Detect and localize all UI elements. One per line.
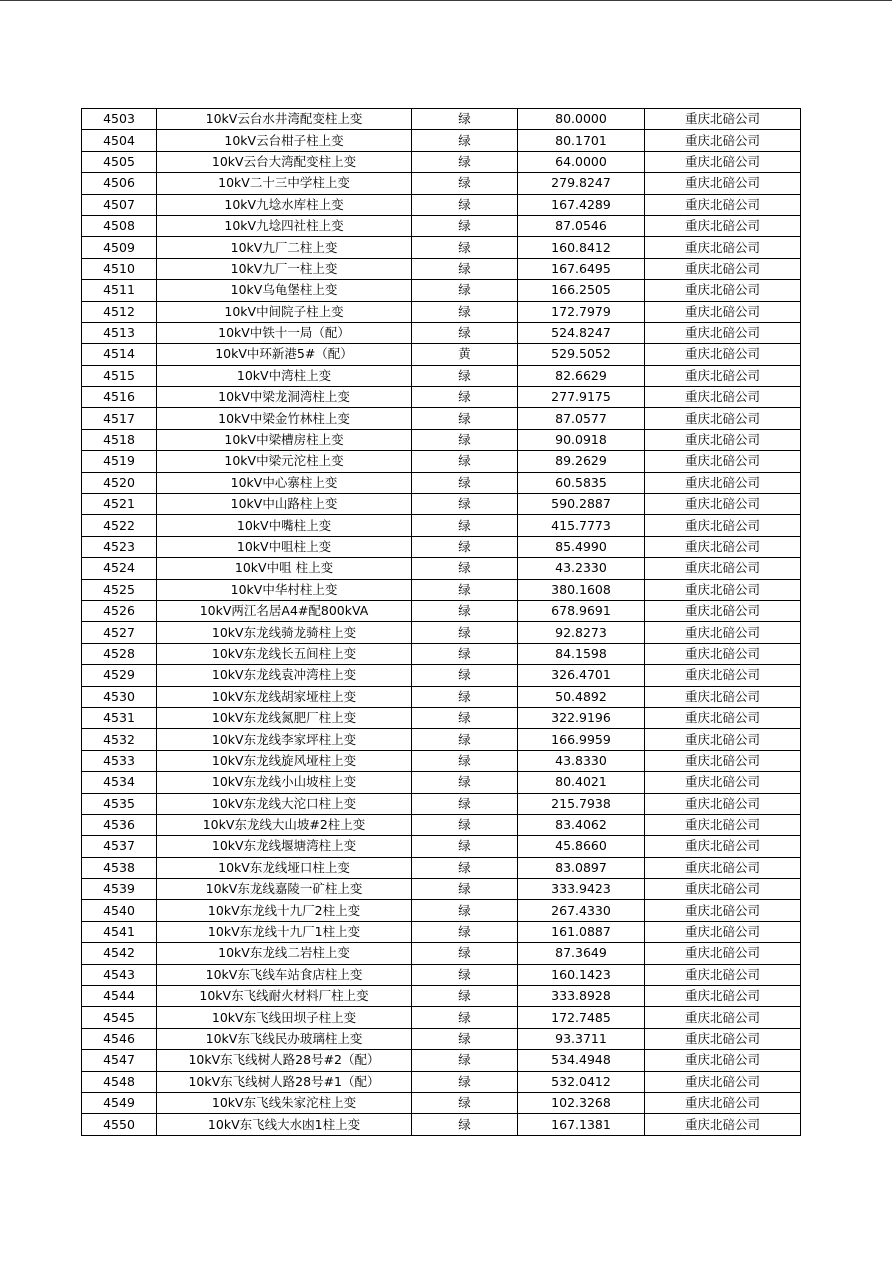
company-cell: 重庆北碚公司 — [645, 429, 801, 450]
table-row — [82, 964, 801, 985]
transformer-name-cell: 10kV中山路柱上变 — [157, 494, 412, 515]
table-row — [82, 151, 801, 172]
row-id-cell: 4531 — [82, 707, 157, 728]
row-id-cell: 4503 — [82, 109, 157, 130]
grade-cell: 绿 — [412, 1028, 518, 1049]
value-cell: 83.4062 — [518, 814, 645, 835]
company-cell: 重庆北碚公司 — [645, 558, 801, 579]
row-id-cell: 4529 — [82, 665, 157, 686]
transformer-name-cell: 10kV东飞线树人路28号#2（配） — [157, 1050, 412, 1071]
transformer-name-cell: 10kV中梁元沱柱上变 — [157, 451, 412, 472]
row-id-cell: 4542 — [82, 943, 157, 964]
value-cell: 64.0000 — [518, 151, 645, 172]
value-cell: 60.5835 — [518, 472, 645, 493]
table-row — [82, 536, 801, 557]
row-id-cell: 4548 — [82, 1071, 157, 1092]
row-id-cell: 4549 — [82, 1092, 157, 1113]
row-id-cell: 4541 — [82, 921, 157, 942]
row-id-cell: 4523 — [82, 536, 157, 557]
value-cell: 678.9691 — [518, 600, 645, 621]
transformer-name-cell: 10kV中梁龙洞湾柱上变 — [157, 387, 412, 408]
company-cell: 重庆北碚公司 — [645, 536, 801, 557]
transformer-name-cell: 10kV两江名居A4#配800kVA — [157, 600, 412, 621]
value-cell: 160.8412 — [518, 237, 645, 258]
transformer-name-cell: 10kV中华村柱上变 — [157, 579, 412, 600]
row-id-cell: 4535 — [82, 793, 157, 814]
company-cell: 重庆北碚公司 — [645, 921, 801, 942]
row-id-cell: 4506 — [82, 173, 157, 194]
row-id-cell: 4514 — [82, 344, 157, 365]
transformer-name-cell: 10kV云台大湾配变柱上变 — [157, 151, 412, 172]
grade-cell: 绿 — [412, 387, 518, 408]
table-row — [82, 258, 801, 279]
value-cell: 534.4948 — [518, 1050, 645, 1071]
row-id-cell: 4524 — [82, 558, 157, 579]
value-cell: 590.2887 — [518, 494, 645, 515]
value-cell: 172.7979 — [518, 301, 645, 322]
table-row — [82, 1007, 801, 1028]
table-row — [82, 943, 801, 964]
table-body — [82, 109, 801, 1136]
row-id-cell: 4522 — [82, 515, 157, 536]
company-cell: 重庆北碚公司 — [645, 793, 801, 814]
row-id-cell: 4532 — [82, 729, 157, 750]
value-cell: 90.0918 — [518, 429, 645, 450]
company-cell: 重庆北碚公司 — [645, 964, 801, 985]
transformer-name-cell: 10kV东龙线长五间柱上变 — [157, 643, 412, 664]
value-cell: 50.4892 — [518, 686, 645, 707]
transformer-name-cell: 10kV二十三中学柱上变 — [157, 173, 412, 194]
table-row — [82, 387, 801, 408]
table-row — [82, 109, 801, 130]
grade-cell: 绿 — [412, 622, 518, 643]
table-row — [82, 686, 801, 707]
table-row — [82, 579, 801, 600]
transformer-name-cell: 10kV东龙线骑龙骑柱上变 — [157, 622, 412, 643]
grade-cell: 绿 — [412, 322, 518, 343]
company-cell: 重庆北碚公司 — [645, 643, 801, 664]
company-cell: 重庆北碚公司 — [645, 686, 801, 707]
grade-cell: 绿 — [412, 579, 518, 600]
grade-cell: 绿 — [412, 280, 518, 301]
company-cell: 重庆北碚公司 — [645, 986, 801, 1007]
grade-cell: 绿 — [412, 130, 518, 151]
transformer-name-cell: 10kV中梁槽房柱上变 — [157, 429, 412, 450]
table-row — [82, 194, 801, 215]
row-id-cell: 4537 — [82, 836, 157, 857]
grade-cell: 绿 — [412, 686, 518, 707]
table-row — [82, 600, 801, 621]
company-cell: 重庆北碚公司 — [645, 515, 801, 536]
transformer-name-cell: 10kV东龙线十九厂1柱上变 — [157, 921, 412, 942]
transformer-name-cell: 10kV东龙线二岩柱上变 — [157, 943, 412, 964]
row-id-cell: 4509 — [82, 237, 157, 258]
value-cell: 322.9196 — [518, 707, 645, 728]
grade-cell: 绿 — [412, 707, 518, 728]
value-cell: 415.7773 — [518, 515, 645, 536]
grade-cell: 绿 — [412, 237, 518, 258]
transformer-name-cell: 10kV东飞线朱家沱柱上变 — [157, 1092, 412, 1113]
table-row — [82, 729, 801, 750]
value-cell: 267.4330 — [518, 900, 645, 921]
page-top-border — [0, 0, 892, 1]
row-id-cell: 4544 — [82, 986, 157, 1007]
transformer-name-cell: 10kV东龙线大沱口柱上变 — [157, 793, 412, 814]
row-id-cell: 4520 — [82, 472, 157, 493]
company-cell: 重庆北碚公司 — [645, 215, 801, 236]
table-row — [82, 1028, 801, 1049]
grade-cell: 绿 — [412, 515, 518, 536]
company-cell: 重庆北碚公司 — [645, 237, 801, 258]
row-id-cell: 4504 — [82, 130, 157, 151]
transformer-name-cell: 10kV东飞线耐火材料厂柱上变 — [157, 986, 412, 1007]
table-row — [82, 322, 801, 343]
transformer-table — [81, 108, 801, 1136]
transformer-name-cell: 10kV东龙线旋风垭柱上变 — [157, 750, 412, 771]
grade-cell: 绿 — [412, 109, 518, 130]
transformer-name-cell: 10kV中铁十一局（配） — [157, 322, 412, 343]
row-id-cell: 4539 — [82, 879, 157, 900]
table-row — [82, 814, 801, 835]
transformer-name-cell: 10kV中间院子柱上变 — [157, 301, 412, 322]
grade-cell: 绿 — [412, 600, 518, 621]
row-id-cell: 4507 — [82, 194, 157, 215]
table-row — [82, 643, 801, 664]
company-cell: 重庆北碚公司 — [645, 130, 801, 151]
grade-cell: 绿 — [412, 772, 518, 793]
table-row — [82, 173, 801, 194]
value-cell: 102.3268 — [518, 1092, 645, 1113]
table-row — [82, 558, 801, 579]
row-id-cell: 4534 — [82, 772, 157, 793]
company-cell: 重庆北碚公司 — [645, 729, 801, 750]
table-row — [82, 1092, 801, 1113]
company-cell: 重庆北碚公司 — [645, 707, 801, 728]
grade-cell: 绿 — [412, 879, 518, 900]
value-cell: 82.6629 — [518, 365, 645, 386]
value-cell: 172.7485 — [518, 1007, 645, 1028]
table-row — [82, 1071, 801, 1092]
row-id-cell: 4519 — [82, 451, 157, 472]
table-row — [82, 494, 801, 515]
row-id-cell: 4540 — [82, 900, 157, 921]
grade-cell: 绿 — [412, 408, 518, 429]
grade-cell: 绿 — [412, 301, 518, 322]
transformer-name-cell: 10kV东龙线垭口柱上变 — [157, 857, 412, 878]
company-cell: 重庆北碚公司 — [645, 900, 801, 921]
grade-cell: 绿 — [412, 729, 518, 750]
transformer-name-cell: 10kV云台柑子柱上变 — [157, 130, 412, 151]
table-row — [82, 772, 801, 793]
company-cell: 重庆北碚公司 — [645, 1092, 801, 1113]
value-cell: 277.9175 — [518, 387, 645, 408]
company-cell: 重庆北碚公司 — [645, 494, 801, 515]
row-id-cell: 4543 — [82, 964, 157, 985]
company-cell: 重庆北碚公司 — [645, 1028, 801, 1049]
grade-cell: 绿 — [412, 429, 518, 450]
value-cell: 83.0897 — [518, 857, 645, 878]
company-cell: 重庆北碚公司 — [645, 301, 801, 322]
table-row — [82, 665, 801, 686]
value-cell: 92.8273 — [518, 622, 645, 643]
grade-cell: 绿 — [412, 1071, 518, 1092]
table-row — [82, 793, 801, 814]
company-cell: 重庆北碚公司 — [645, 280, 801, 301]
table-row — [82, 750, 801, 771]
value-cell: 166.2505 — [518, 280, 645, 301]
row-id-cell: 4518 — [82, 429, 157, 450]
company-cell: 重庆北碚公司 — [645, 173, 801, 194]
grade-cell: 绿 — [412, 151, 518, 172]
value-cell: 93.3711 — [518, 1028, 645, 1049]
table-row — [82, 622, 801, 643]
value-cell: 85.4990 — [518, 536, 645, 557]
value-cell: 167.4289 — [518, 194, 645, 215]
table-row — [82, 344, 801, 365]
company-cell: 重庆北碚公司 — [645, 836, 801, 857]
row-id-cell: 4513 — [82, 322, 157, 343]
row-id-cell: 4511 — [82, 280, 157, 301]
transformer-name-cell: 10kV九厂二柱上变 — [157, 237, 412, 258]
value-cell: 167.6495 — [518, 258, 645, 279]
grade-cell: 绿 — [412, 173, 518, 194]
table-row — [82, 879, 801, 900]
value-cell: 89.2629 — [518, 451, 645, 472]
value-cell: 333.9423 — [518, 879, 645, 900]
row-id-cell: 4521 — [82, 494, 157, 515]
grade-cell: 绿 — [412, 194, 518, 215]
transformer-name-cell: 10kV东龙线大山坡#2柱上变 — [157, 814, 412, 835]
value-cell: 43.8330 — [518, 750, 645, 771]
transformer-name-cell: 10kV东飞线树人路28号#1（配） — [157, 1071, 412, 1092]
company-cell: 重庆北碚公司 — [645, 857, 801, 878]
company-cell: 重庆北碚公司 — [645, 109, 801, 130]
table-row — [82, 472, 801, 493]
table-row — [82, 280, 801, 301]
grade-cell: 绿 — [412, 1007, 518, 1028]
transformer-name-cell: 10kV东龙线堰塘湾柱上变 — [157, 836, 412, 857]
company-cell: 重庆北碚公司 — [645, 322, 801, 343]
table-row — [82, 451, 801, 472]
row-id-cell: 4550 — [82, 1114, 157, 1135]
value-cell: 333.8928 — [518, 986, 645, 1007]
transformer-name-cell: 10kV东龙线嘉陵一矿柱上变 — [157, 879, 412, 900]
grade-cell: 绿 — [412, 665, 518, 686]
row-id-cell: 4512 — [82, 301, 157, 322]
value-cell: 279.8247 — [518, 173, 645, 194]
grade-cell: 绿 — [412, 986, 518, 1007]
row-id-cell: 4546 — [82, 1028, 157, 1049]
grade-cell: 绿 — [412, 1114, 518, 1135]
value-cell: 45.8660 — [518, 836, 645, 857]
transformer-name-cell: 10kV东龙线氮肥厂柱上变 — [157, 707, 412, 728]
company-cell: 重庆北碚公司 — [645, 472, 801, 493]
table-row — [82, 836, 801, 857]
row-id-cell: 4530 — [82, 686, 157, 707]
row-id-cell: 4515 — [82, 365, 157, 386]
table-row — [82, 130, 801, 151]
transformer-name-cell: 10kV东龙线李家坪柱上变 — [157, 729, 412, 750]
table-row — [82, 921, 801, 942]
transformer-name-cell: 10kV九埝水库柱上变 — [157, 194, 412, 215]
grade-cell: 绿 — [412, 558, 518, 579]
grade-cell: 绿 — [412, 836, 518, 857]
company-cell: 重庆北碚公司 — [645, 622, 801, 643]
transformer-name-cell: 10kV中咀 柱上变 — [157, 558, 412, 579]
value-cell: 84.1598 — [518, 643, 645, 664]
grade-cell: 绿 — [412, 921, 518, 942]
table-row — [82, 900, 801, 921]
row-id-cell: 4538 — [82, 857, 157, 878]
row-id-cell: 4516 — [82, 387, 157, 408]
company-cell: 重庆北碚公司 — [645, 1007, 801, 1028]
row-id-cell: 4517 — [82, 408, 157, 429]
company-cell: 重庆北碚公司 — [645, 194, 801, 215]
grade-cell: 绿 — [412, 964, 518, 985]
company-cell: 重庆北碚公司 — [645, 600, 801, 621]
table-row — [82, 986, 801, 1007]
value-cell: 326.4701 — [518, 665, 645, 686]
value-cell: 161.0887 — [518, 921, 645, 942]
value-cell: 215.7938 — [518, 793, 645, 814]
table-row — [82, 237, 801, 258]
company-cell: 重庆北碚公司 — [645, 408, 801, 429]
value-cell: 87.0577 — [518, 408, 645, 429]
company-cell: 重庆北碚公司 — [645, 879, 801, 900]
grade-cell: 绿 — [412, 215, 518, 236]
company-cell: 重庆北碚公司 — [645, 258, 801, 279]
row-id-cell: 4545 — [82, 1007, 157, 1028]
transformer-name-cell: 10kV中嘴柱上变 — [157, 515, 412, 536]
grade-cell: 绿 — [412, 857, 518, 878]
row-id-cell: 4547 — [82, 1050, 157, 1071]
value-cell: 80.1701 — [518, 130, 645, 151]
grade-cell: 绿 — [412, 1050, 518, 1071]
value-cell: 87.0546 — [518, 215, 645, 236]
transformer-name-cell: 10kV中咀柱上变 — [157, 536, 412, 557]
company-cell: 重庆北碚公司 — [645, 151, 801, 172]
row-id-cell: 4528 — [82, 643, 157, 664]
transformer-name-cell: 10kV九厂一柱上变 — [157, 258, 412, 279]
grade-cell: 绿 — [412, 750, 518, 771]
grade-cell: 绿 — [412, 943, 518, 964]
grade-cell: 绿 — [412, 814, 518, 835]
company-cell: 重庆北碚公司 — [645, 579, 801, 600]
value-cell: 380.1608 — [518, 579, 645, 600]
table-row — [82, 707, 801, 728]
transformer-name-cell: 10kV东龙线小山坡柱上变 — [157, 772, 412, 793]
grade-cell: 绿 — [412, 365, 518, 386]
row-id-cell: 4536 — [82, 814, 157, 835]
grade-cell: 绿 — [412, 451, 518, 472]
transformer-name-cell: 10kV云台水井湾配变柱上变 — [157, 109, 412, 130]
row-id-cell: 4510 — [82, 258, 157, 279]
company-cell: 重庆北碚公司 — [645, 943, 801, 964]
table-row — [82, 301, 801, 322]
table-row — [82, 1050, 801, 1071]
value-cell: 43.2330 — [518, 558, 645, 579]
transformer-name-cell: 10kV九埝四社柱上变 — [157, 215, 412, 236]
company-cell: 重庆北碚公司 — [645, 365, 801, 386]
value-cell: 166.9959 — [518, 729, 645, 750]
value-cell: 524.8247 — [518, 322, 645, 343]
company-cell: 重庆北碚公司 — [645, 665, 801, 686]
transformer-name-cell: 10kV中梁金竹林柱上变 — [157, 408, 412, 429]
company-cell: 重庆北碚公司 — [645, 1050, 801, 1071]
value-cell: 80.0000 — [518, 109, 645, 130]
table-row — [82, 408, 801, 429]
company-cell: 重庆北碚公司 — [645, 1114, 801, 1135]
table-row — [82, 429, 801, 450]
value-cell: 167.1381 — [518, 1114, 645, 1135]
transformer-name-cell: 10kV东飞线田坝子柱上变 — [157, 1007, 412, 1028]
grade-cell: 绿 — [412, 494, 518, 515]
row-id-cell: 4526 — [82, 600, 157, 621]
company-cell: 重庆北碚公司 — [645, 750, 801, 771]
company-cell: 重庆北碚公司 — [645, 387, 801, 408]
value-cell: 529.5052 — [518, 344, 645, 365]
value-cell: 80.4021 — [518, 772, 645, 793]
value-cell: 532.0412 — [518, 1071, 645, 1092]
transformer-name-cell: 10kV东飞线民办玻璃柱上变 — [157, 1028, 412, 1049]
transformer-name-cell: 10kV中心寨柱上变 — [157, 472, 412, 493]
table-row — [82, 857, 801, 878]
row-id-cell: 4508 — [82, 215, 157, 236]
transformer-name-cell: 10kV东飞线车站食店柱上变 — [157, 964, 412, 985]
grade-cell: 绿 — [412, 536, 518, 557]
transformer-name-cell: 10kV东龙线袁冲湾柱上变 — [157, 665, 412, 686]
grade-cell: 绿 — [412, 1092, 518, 1113]
row-id-cell: 4527 — [82, 622, 157, 643]
company-cell: 重庆北碚公司 — [645, 1071, 801, 1092]
company-cell: 重庆北碚公司 — [645, 772, 801, 793]
value-cell: 87.3649 — [518, 943, 645, 964]
table-row — [82, 515, 801, 536]
table-row — [82, 365, 801, 386]
table-row — [82, 1114, 801, 1135]
row-id-cell: 4525 — [82, 579, 157, 600]
value-cell: 160.1423 — [518, 964, 645, 985]
transformer-name-cell: 10kV中环新港5#（配） — [157, 344, 412, 365]
company-cell: 重庆北碚公司 — [645, 814, 801, 835]
grade-cell: 绿 — [412, 643, 518, 664]
grade-cell: 黄 — [412, 344, 518, 365]
grade-cell: 绿 — [412, 793, 518, 814]
transformer-name-cell: 10kV东飞线大水凼1柱上变 — [157, 1114, 412, 1135]
row-id-cell: 4505 — [82, 151, 157, 172]
transformer-name-cell: 10kV东龙线十九厂2柱上变 — [157, 900, 412, 921]
company-cell: 重庆北碚公司 — [645, 344, 801, 365]
company-cell: 重庆北碚公司 — [645, 451, 801, 472]
row-id-cell: 4533 — [82, 750, 157, 771]
table-row — [82, 215, 801, 236]
grade-cell: 绿 — [412, 258, 518, 279]
transformer-name-cell: 10kV东龙线胡家垭柱上变 — [157, 686, 412, 707]
grade-cell: 绿 — [412, 472, 518, 493]
grade-cell: 绿 — [412, 900, 518, 921]
transformer-name-cell: 10kV乌龟堡柱上变 — [157, 280, 412, 301]
transformer-name-cell: 10kV中湾柱上变 — [157, 365, 412, 386]
